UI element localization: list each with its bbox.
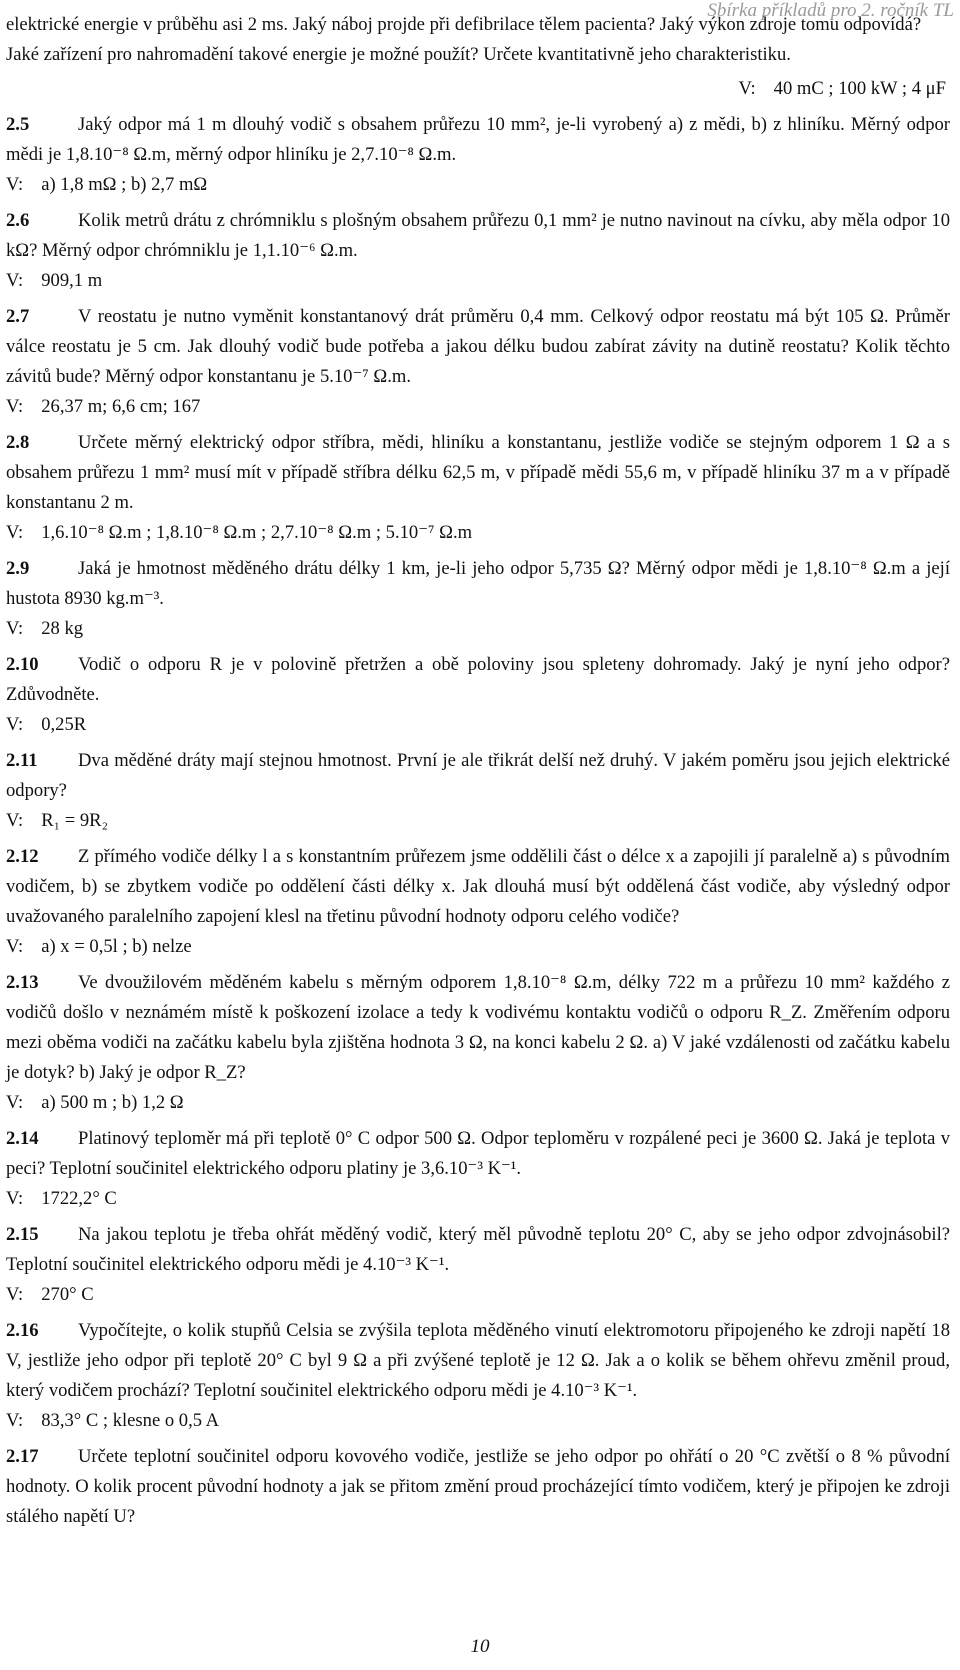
problem-text-paragraph: [6, 1220, 950, 1280]
problem-text: Z přímého vodiče délky l a s konstantním průřezem jsme oddělili část o délce x a zapojili jí paralelně a) s původním vodičem, b) se zbytkem vodiče po oddělení části délky x. Jak dlouhá musí být oddělená část vodiče, aby výsledný odpor uvažovaného paralelního zapojení klesl na třetinu původní hodnoty odporu celého vodiče?: [6, 846, 950, 927]
problem-answer: [6, 710, 950, 740]
answer-label: V:: [6, 936, 24, 957]
problem-answer: [6, 392, 950, 422]
problem-text-paragraph: [6, 1124, 950, 1184]
problem-answer: [6, 614, 950, 644]
collection-title: Sbírka příkladů pro 2. ročník TL: [707, 0, 954, 21]
problem-number: 2.16: [6, 1320, 39, 1341]
problem-number: 2.6: [6, 210, 30, 231]
answer-value: 909,1 m: [41, 270, 103, 291]
problem-text-paragraph: [6, 650, 950, 710]
answer-value: 1722,2° C: [41, 1188, 117, 1209]
answer-label: V:: [738, 78, 756, 99]
problem-number: 2.5: [6, 114, 30, 135]
answer-label: V:: [6, 270, 24, 291]
problem-answer: [6, 1280, 950, 1310]
problem-item: [6, 1124, 950, 1214]
problem-text-paragraph: [6, 1316, 950, 1406]
answer-label: V:: [6, 1284, 24, 1305]
answer-value: 40 mC ; 100 kW ; 4 μF: [773, 78, 946, 99]
problem-answer: [6, 1406, 950, 1436]
problem-text: V reostatu je nutno vyměnit konstantanový drát průměru 0,4 mm. Celkový odpor reostatu má být 105 Ω. Průměr válce reostatu je 5 cm. Jak dlouhý vodič bude potřeba a jakou délku budou zabírat závity na dutině reostatu? Kolik těchto závitů bude? Měrný odpor konstantanu je 5.10⁻⁷ Ω.m.: [6, 306, 950, 387]
problem-text: Určete měrný elektrický odpor stříbra, mědi, hliníku a konstantanu, jestliže vodiče se stejným odporem 1 Ω a s obsahem průřezu 1 mm² musí mít v případě stříbra délku 62,5 m, v případě mědi 55,6 m, v případě hliníku 37 m a v případě konstantanu 2 m.: [6, 432, 950, 513]
problem-item: [6, 746, 950, 836]
problem-text: Na jakou teplotu je třeba ohřát měděný vodič, který měl původně teplotu 20° C, aby se jeho odpor zdvojnásobil? Teplotní součinitel elektrického odporu mědi je 4.10⁻³ K⁻¹.: [6, 1224, 950, 1275]
problem-text: Platinový teploměr má při teplotě 0° C odpor 500 Ω. Odpor teploměru v rozpálené peci je 3600 Ω. Jaká je teplota v peci? Teplotní součinitel elektrického odporu platiny je 3,6.10⁻³ K⁻¹.: [6, 1128, 950, 1179]
problem-item: [6, 650, 950, 740]
problem-item: [6, 206, 950, 296]
problem-answer: [6, 1088, 950, 1118]
problem-text: Vodič o odporu R je v polovině přetržen a obě poloviny jsou spleteny dohromady. Jaký je nyní jeho odpor? Zdůvodněte.: [6, 654, 950, 705]
answer-label: V:: [6, 522, 24, 543]
intro-section: [6, 10, 950, 104]
problem-item: [6, 1316, 950, 1436]
problem-text: Vypočítejte, o kolik stupňů Celsia se zvýšila teplota měděného vinutí elektromotoru připojeného ke zdroji napětí 18 V, jestliže jeho odpor při teplotě 20° C byl 9 Ω a při zvýšené teplotě je 12 Ω. Jak a o kolik se během ohřevu změnil proud, který vodičem prochází? Teplotní součinitel elektrického odporu mědi je 4.10⁻³ K⁻¹.: [6, 1320, 950, 1401]
problem-item: [6, 842, 950, 962]
problem-answer: [6, 806, 950, 836]
answer-label: V:: [6, 396, 24, 417]
answer-value: 1,6.10⁻⁸ Ω.m ; 1,8.10⁻⁸ Ω.m ; 2,7.10⁻⁸ Ω.m ; 5.10⁻⁷ Ω.m: [41, 522, 473, 543]
problem-text: Jaký odpor má 1 m dlouhý vodič s obsahem průřezu 10 mm², je-li vyrobený a) z mědi, b) z hliníku. Měrný odpor mědi je 1,8.10⁻⁸ Ω.m, měrný odpor hliníku je 2,7.10⁻⁸ Ω.m.: [6, 114, 950, 165]
problem-text-paragraph: [6, 1442, 950, 1532]
problem-answer: [6, 266, 950, 296]
answer-value: 0,25R: [41, 714, 87, 735]
problem-text-paragraph: [6, 302, 950, 392]
problem-text-paragraph: [6, 428, 950, 518]
answer-label: V:: [6, 174, 24, 195]
problem-item: [6, 110, 950, 200]
answer-value: a) 500 m ; b) 1,2 Ω: [41, 1092, 184, 1113]
problem-number: 2.8: [6, 432, 30, 453]
answer-value: 83,3° C ; klesne o 0,5 A: [41, 1410, 220, 1431]
problem-number: 2.7: [6, 306, 30, 327]
problem-text-paragraph: [6, 968, 950, 1088]
answer-value: a) 1,8 mΩ ; b) 2,7 mΩ: [41, 174, 208, 195]
problem-item: [6, 554, 950, 644]
problem-number: 2.13: [6, 972, 39, 993]
problem-text-paragraph: [6, 554, 950, 614]
problem-text-paragraph: [6, 842, 950, 932]
problem-number: 2.14: [6, 1128, 39, 1149]
intro-text: elektrické energie v průběhu asi 2 ms. Jaký náboj projde při defibrilace tělem pacienta? Jaký výkon zdroje tomu odpovídá? Jaké zařízení pro nahromadění takové energie je možné použít? Určete kvantitativně jeho charakteristiku.: [6, 14, 922, 65]
problem-text: Kolik metrů drátu z chrómniklu s plošným obsahem průřezu 0,1 mm² je nutno navinout na cívku, aby měla odpor 10 kΩ? Měrný odpor chrómniklu je 1,1.10⁻⁶ Ω.m.: [6, 210, 950, 261]
answer-label: V:: [6, 618, 24, 639]
answer-label: V:: [6, 1410, 24, 1431]
document-content: [6, 10, 950, 1532]
problem-text: Ve dvoužilovém měděném kabelu s měrným odporem 1,8.10⁻⁸ Ω.m, délky 722 m a průřezu 10 mm² každého z vodičů došlo v neznámém místě k poškození izolace a tedy k vodivému kontaktu vodičů o odporu R_Z. Změřením odporu mezi oběma vodiči na začátku kabelu byla zjištěna hodnota 3 Ω, na konci kabelu 2 Ω. a) V jaké vzdálenosti od začátku kabelu je dotyk? b) Jaký je odpor R_Z?: [6, 972, 950, 1083]
answer-label: V:: [6, 1188, 24, 1209]
answer-value: 270° C: [41, 1284, 94, 1305]
problem-answer: [6, 932, 950, 962]
problem-item: [6, 302, 950, 422]
answer-value: 28 kg: [41, 618, 84, 639]
answer-value: R₁ = 9R₂: [41, 810, 109, 831]
problem-number: 2.11: [6, 750, 38, 771]
problem-number: 2.9: [6, 558, 30, 579]
problem-item: [6, 1442, 950, 1532]
problem-list: [6, 110, 950, 1532]
problem-number: 2.12: [6, 846, 39, 867]
problem-text: Jaká je hmotnost měděného drátu délky 1 km, je-li jeho odpor 5,735 Ω? Měrný odpor mědi je 1,8.10⁻⁸ Ω.m a její hustota 8930 kg.m⁻³.: [6, 558, 950, 609]
problem-number: 2.10: [6, 654, 39, 675]
problem-item: [6, 968, 950, 1118]
answer-label: V:: [6, 1092, 24, 1113]
answer-label: V:: [6, 714, 24, 735]
problem-text-paragraph: [6, 110, 950, 170]
problem-answer: [6, 1184, 950, 1214]
problem-item: [6, 428, 950, 548]
problem-text-paragraph: [6, 746, 950, 806]
problem-answer: [6, 170, 950, 200]
problem-text: Dva měděné dráty mají stejnou hmotnost. První je ale třikrát delší než druhý. V jakém poměru jsou jejich elektrické odpory?: [6, 750, 950, 801]
problem-text: Určete teplotní součinitel odporu kovového vodiče, jestliže se jeho odpor po ohřátí o 20 °C zvětší o 8 % původní hodnoty. O kolik procent původní hodnoty a jak se přitom změní proud procházející tímto vodičem, který je připojen ke zdroji stálého napětí U?: [6, 1446, 950, 1527]
answer-value: 26,37 m; 6,6 cm; 167: [41, 396, 201, 417]
page-number: 10: [470, 1636, 490, 1657]
answer-label: V:: [6, 810, 24, 831]
problem-text-paragraph: [6, 206, 950, 266]
intro-answer: [6, 74, 950, 104]
answer-value: a) x = 0,5l ; b) nelze: [41, 936, 192, 957]
problem-item: [6, 1220, 950, 1310]
problem-answer: [6, 518, 950, 548]
problem-number: 2.15: [6, 1224, 39, 1245]
problem-number: 2.17: [6, 1446, 39, 1467]
